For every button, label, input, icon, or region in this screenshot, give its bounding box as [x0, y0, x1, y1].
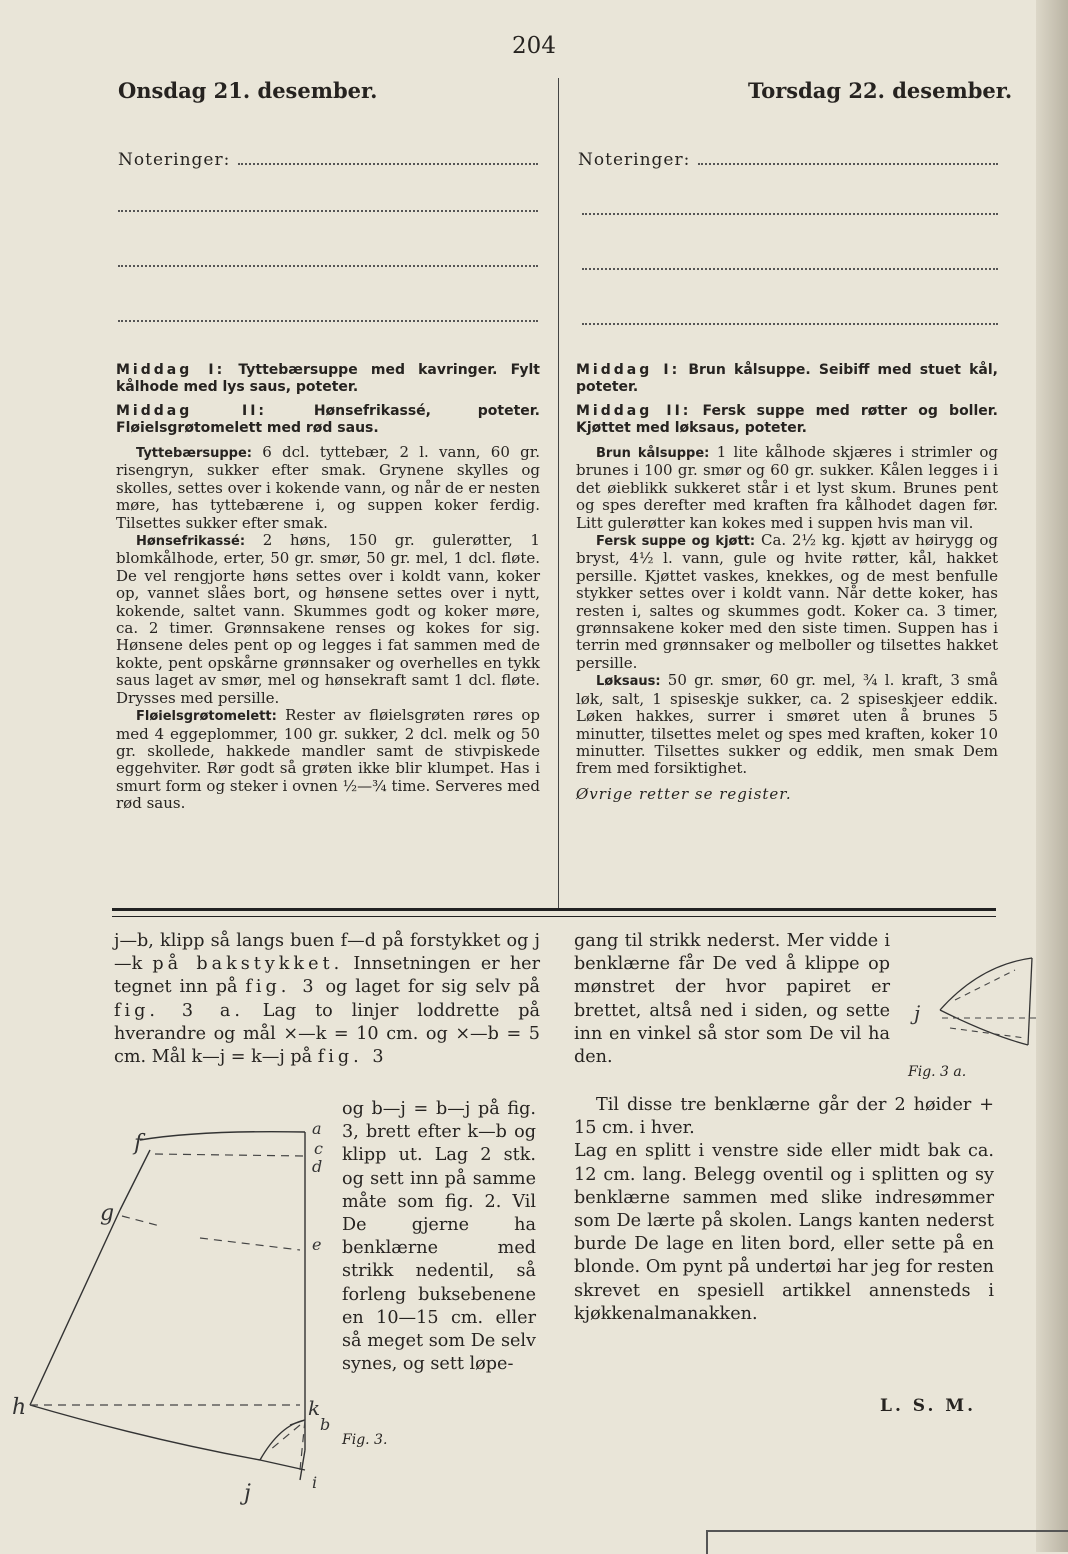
right-day-heading: Torsdag 22. desember.: [748, 78, 1013, 103]
fig-3a-pattern-drawing: [910, 950, 1060, 1070]
right-menu-2: Middag II: Fersk suppe med røtter og boller. Kjøttet med løksaus, poteter.: [576, 403, 999, 436]
fig3-label-k: k: [308, 1396, 321, 1420]
fig3-label-c: c: [314, 1139, 323, 1158]
fig3a-label-j: j: [914, 1001, 921, 1025]
fig3-label-b: b: [320, 1415, 331, 1434]
column-divider: [558, 78, 559, 910]
article-col2-para-b: Lag en splitt i venstre side eller midt bak ca. 12 cm. lang. Belegg oventil og i splitten og sy benklærne sammen med slike indresømmer som De lærte på skolen. Langs kanten nederst burde De lage en liten bord, eller sette på en blonde. Om pynt på undertøi har jeg for resten skrevet en spesiell artikkel annensteds i kjøkkenalmanakken.: [574, 1141, 994, 1324]
fig3-label-j: j: [244, 1481, 251, 1506]
right-menu-1: Middag I: Brun kålsuppe. Seibiff med stuet kål, poteter.: [576, 362, 998, 395]
right-notes: [578, 150, 998, 170]
fig-3-pattern-drawing: [0, 1120, 340, 1520]
fig3-bottom-curve: [30, 1405, 260, 1460]
right-recipe-1: Brun kålsuppe: 1 lite kålhode skjæres i strimler og brunes i 100 gr. smør og 60 gr. sukker. Kålen legges i i det øieblikk sukkeret står i et lyst skum. Brunes pent og spes derefter med kraften fra kålhodet dagen før. Litt gulerøtter kan kokes med i suppen hvis man vil.: [576, 443, 998, 532]
left-notes-label: Noteringer:: [118, 150, 231, 170]
fig3-label-i: i: [312, 1473, 318, 1492]
right-menu-column: [576, 362, 998, 803]
right-note-line-2[interactable]: [582, 213, 998, 215]
bottom-corner-frame: [706, 1530, 1068, 1554]
article-col2-para-a: Til disse tre benklærne går der 2 høider + 15 cm. i hver.: [574, 1095, 994, 1139]
page-edge-shadow: [1036, 0, 1068, 1552]
left-menu-2: Middag II: Hønsefrikassé, poteter. Fløielsgrøtomelett med rød saus.: [116, 403, 541, 436]
section-divider: [112, 908, 996, 917]
left-day-heading: Onsdag 21. desember.: [118, 78, 378, 103]
left-recipe-1: Tyttebærsuppe: 6 dcl. tyttebær, 2 l. vann, 60 gr. risengryn, sukker efter smak. Grynene skylles og skolles, settes over i kokende vann, og når de er nesten møre, has tyttebærene i, og suppen koker ferdig. Tilsettes sukker efter smak.: [116, 443, 540, 532]
fig-3-caption: Fig. 3.: [342, 1432, 388, 1448]
fig3-top-curve: [140, 1132, 305, 1140]
article-col1-para: j—b, klipp så langs buen f—d på forstykket og j—k på bakstykket. Innsetningen er her tegnet inn på fig. 3 og laget for sig selv på fig. 3 a. Lag to linjer loddrette på hverandre og mål ×—k = 10 cm. og ×—b = 5 cm. Mål k—j = k—j på fig. 3: [114, 931, 541, 1068]
left-note-line-2[interactable]: [118, 210, 538, 212]
right-footer-note: Øvrige retter se register.: [576, 784, 792, 803]
left-note-line-3[interactable]: [118, 265, 538, 267]
article-col1-top: [114, 930, 540, 1069]
fig3-bottom-end: [260, 1460, 305, 1470]
left-menu-column: [116, 362, 540, 813]
article-col2-top: gang til strikk nederst. Mer vidde i benklærne får De ved å klippe op mønstret der hvor papiret er brettet, altså ned i siden, og sette inn en vinkel så stor som De vil ha den.: [574, 931, 890, 1068]
fig-3a-caption: Fig. 3 a.: [908, 1064, 967, 1080]
article-col1-narrow: og b—j = b—j på fig. 3, brett efter k—b og klipp ut. Lag 2 stk. og sett inn på samme måte som fig. 2. Vil De gjerne ha benklærne med strikk nedentil, så forleng buksebenene en 10—15 cm. eller så meget som De selv synes, og sett løpe-: [342, 1099, 536, 1375]
fig3-left-lower: [30, 1210, 120, 1405]
right-recipe-2: Fersk suppe og kjøtt: Ca. 2½ kg. kjøtt av høirygg og bryst, 4½ l. vann, gule og hvite røtter, kål, hakket persille. Kjøttet vaskes, knekkes, og de mest benfulle stykker settes over i koldt vann. Når dette koker, has resten i, saltes og skummes godt. Koker ca. 3 timer, grønnsakene koker med den siste timen. Suppen has i terrin med grønnsaker og melboller og tilsettes hakket persille.: [576, 531, 998, 672]
left-recipe-2: Hønsefrikassé: 2 høns, 150 gr. gulerøtter, 1 blomkålhode, erter, 50 gr. smør, 50 gr. mel, 1 dcl. fløte. De vel rengjorte høns settes over i koldt vann, koker op, vannet slåes bort, og hønsene settes over i nytt, kokende, saltet vann. Skummes godt og koker møre, ca. 2 timer. Grønnsakene renses og kokes for sig. Hønsene deles pent op og legges i fat sammen med de kokte, pent opskårne grønnsaker og overhelles en tykk saus laget av smør, mel og hønsekraft samt 1 dcl. fløte. Drysses med persille.: [116, 531, 540, 707]
signature: L. S. M.: [880, 1396, 977, 1416]
left-notes: [118, 150, 538, 170]
fig3-label-a: a: [312, 1120, 322, 1138]
left-note-line-4[interactable]: [118, 320, 538, 322]
fig3-label-f: f: [134, 1131, 143, 1156]
fig3-left-upper: [120, 1150, 150, 1210]
fig3-label-h: h: [12, 1395, 27, 1420]
page-number: 204: [512, 33, 556, 59]
fig3-label-e: e: [312, 1235, 322, 1254]
fig3-label-g: g: [100, 1201, 115, 1226]
right-notes-dotted-line[interactable]: [698, 151, 998, 165]
right-note-line-4[interactable]: [582, 323, 998, 325]
fig3-label-d: d: [312, 1157, 323, 1176]
right-recipe-3: Løksaus: 50 gr. smør, 60 gr. mel, ¾ l. kraft, 3 små løk, salt, 1 spiseskje sukker, ca. 2 spiseskjeer eddik. Løken hakkes, surrer i smøret uten å brunes 5 minutter, tilsettes melet og spes med kraften, koker 10 minutter. Tilsettes sukker og eddik, men smak Dem frem med forsiktighet.: [576, 671, 998, 778]
left-recipe-3: Fløielsgrøtomelett: Rester av fløielsgrøten røres op med 4 eggeplommer, 100 gr. sukker, 2 dcl. melk og 50 gr. skollede, hakkede mandler samt de stivpiskede eggehviter. Rør godt så grøten ikke blir klumpet. Has i smurt form og steker i ovnen ½—¾ time. Serveres med rød saus.: [116, 706, 540, 813]
article-col2-lower: [574, 1094, 994, 1326]
left-notes-dotted-line[interactable]: [238, 151, 538, 165]
right-note-line-3[interactable]: [582, 268, 998, 270]
left-menu-1: Middag I: Tyttebærsuppe med kavringer. Fylt kålhode med lys saus, poteter.: [116, 362, 540, 395]
right-notes-label: Noteringer:: [578, 150, 691, 170]
